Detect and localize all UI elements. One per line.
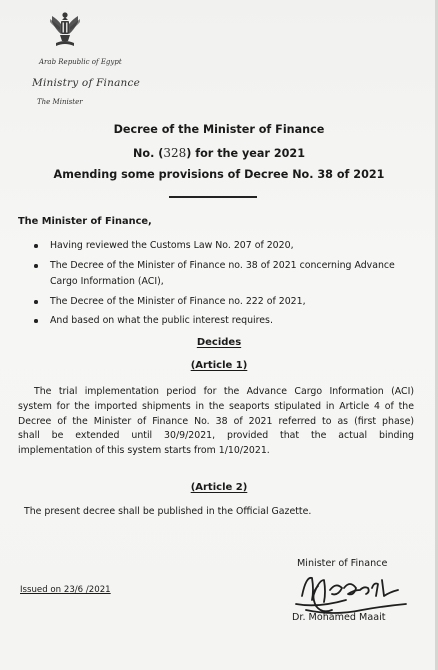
decree-number: 328 (163, 146, 187, 160)
letterhead-ministry: Ministry of Finance (32, 77, 140, 89)
bullet-icon (34, 244, 38, 248)
signatory-name: Dr. Mohamed Maait (292, 612, 386, 623)
decree-title: Decree of the Minister of Finance (113, 123, 325, 136)
title-divider (169, 196, 257, 198)
decides-heading: Decides (196, 337, 242, 348)
document-page: Arab Republic of Egypt Ministry of Finance The Minister Decree of the Minister of Finance No. (328) for the year 2021 Amending some provisions of Decree No. 38 of 2021 The Minister of Finance, Having reviewed the Customs Law No. 207 of 2020, The Decree of the Minister of Finance no. 38 of 2021 concerning Advance Cargo Information (ACI), The Decree of the Minister of Finance no. 222 of 2021, And based on what the public interest requires. Decides (Article 1) The trial implementation period for the Advance Cargo Information (ACI) system for the imported shipments in the seaports stipulated in Article 4 of the Decree of the Minister of Finance No. 38 of 2021 referred to as (first phase) shall be extended until 30/9/2021, provided that the actual binding implementation of this system starts from 1/10/2021. (Article 2) The present decree shall be published in the Official Gazette. Issued on 23/6 /2021 Minister of Finance Dr. Mohamed Maait (0, 0, 438, 670)
egypt-eagle-emblem-icon (49, 10, 81, 50)
letterhead-office: The Minister (37, 98, 83, 106)
article1-text: The trial implementation period for the Advance Cargo Information (ACI) system for the imported shipments in the seaports stipulated in Article 4 of the Decree of the Minister of Finance No. 38 of 2021 referred to as (first phase) shall be extended until 30/9/2021, provided that the actual binding implementation of this system starts from 1/10/2021. (18, 386, 414, 457)
bullet-icon (34, 264, 38, 268)
decree-subject: Amending some provisions of Decree No. 38 of 2021 (53, 168, 385, 181)
letterhead-country: Arab Republic of Egypt (39, 58, 122, 66)
article1-heading: (Article 1) (190, 360, 248, 371)
preamble-opening: The Minister of Finance, (18, 216, 152, 227)
issued-date: Issued on 23/6 /2021 (20, 585, 111, 595)
article2-text: The present decree shall be published in the Official Gazette. (24, 506, 312, 517)
signatory-title: Minister of Finance (297, 558, 388, 569)
bullet-icon (34, 319, 38, 323)
article2-heading: (Article 2) (190, 482, 248, 493)
bullet-icon (34, 300, 38, 304)
decree-number-line: No. (328) for the year 2021 (133, 146, 305, 160)
